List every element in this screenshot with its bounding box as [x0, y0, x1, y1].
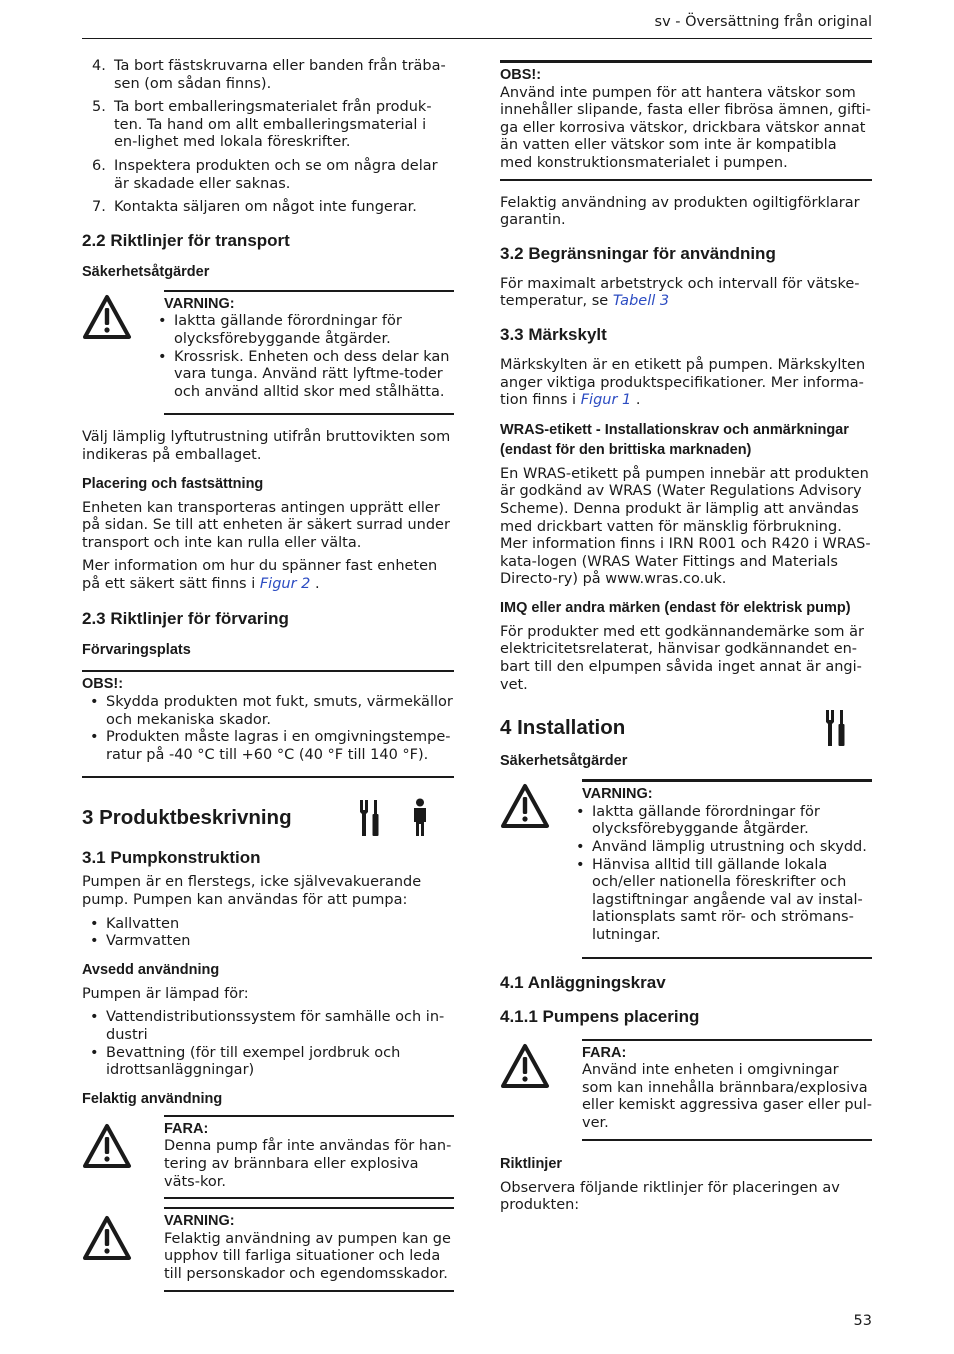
note-box — [82, 670, 454, 778]
section-3-heading — [82, 798, 454, 838]
warning-item: • Iakttа gällande förordningar för olycksförebyggande åtgärder. — [568, 804, 872, 839]
intended-use-subheading: Avsedd användning — [82, 961, 220, 978]
note-label: OBS!: — [82, 676, 124, 693]
note-text: Använd inte pumpen för att hantera vätskor som innehåller slipande, fasta eller fibrösa ämnen, gifti-ga eller korrosiva vätskor, drickbara vätskor annat än vatten eller vätskor som inte är kompatibla med konstruktionsmaterialet i pumpen. — [500, 84, 871, 171]
figure-2-link[interactable]: Figur 2 — [259, 575, 311, 592]
lift-paragraph: Välj lämplig lyftutrustning utifrån bruttovikten som indikeras på emballaget. — [82, 429, 451, 463]
wras-subheading: WRAS-etikett - Installationskrav och anmärkningar (endast för den brittiska marknaden) — [500, 421, 849, 458]
wras-paragraph: En WRAS-etikett på pumpen innebär att produkten är godkänd av WRAS (Water Regulations Advisory Scheme). Denna produkt är lämplig att användas med drickbart vatten för mänsklig förbrukning. Mer information finns i IRN R001 och R420 i WRAS-kata-logen (WRAS Water Fittings and Materials Directo-ry) på www.wras.co.uk. — [500, 465, 871, 588]
warning-item: • Iakttа gällande förordningar för olycksförebyggande åtgärder. — [150, 313, 454, 348]
imq-subheading: IMQ eller andra märken (endast för elektrisk pump) — [500, 599, 851, 616]
safety-subheading: Säkerhetsåtgärder — [500, 753, 628, 770]
danger-notice — [500, 1039, 872, 1141]
tools-icon — [358, 798, 382, 838]
section-3-1-title: 3.1 Pumpkonstruktion — [82, 848, 261, 868]
danger-label: FARA: — [582, 1044, 627, 1061]
danger-notice — [82, 1115, 454, 1199]
pump-liquid-item: • Varmvatten — [82, 933, 454, 951]
warning-triangle-icon — [82, 294, 132, 340]
note-item: • Skydda produkten mot fukt, smuts, värmekällor och mekaniska skador. — [82, 694, 454, 729]
warning-item: • Hänvisa alltid till gällande lokala och/eller nationella föreskrifter och lagstiftningar angående val av instal-lationsplats samt rör- och strömans-lutningar. — [568, 857, 872, 945]
imq-paragraph: För produkter med ett godkännandemärke som är elektricitetsrelaterat, hänvisar godkännandet en-bart till den elpumpen såvida inget annat är angi-vet. — [500, 623, 864, 693]
warning-notice — [500, 779, 872, 958]
warning-item: • Krossrisk. Enheten och dess delar kan vara tunga. Använd rätt lyftme-toder och använd alltid skor med stålhätta. — [150, 349, 454, 402]
left-column — [82, 58, 454, 1306]
warning-text: Felaktig användning av pumpen kan ge upphov till farliga situationer och leda till personskador och egendomsskador. — [164, 1230, 451, 1282]
intended-use-paragraph: Pumpen är lämpad för: — [82, 985, 249, 1002]
warning-triangle-icon — [500, 1043, 550, 1089]
warning-label: VARNING: — [582, 786, 653, 803]
danger-text: Denna pump får inte användas för han-tering av brännbara eller explosiva väts-kor. — [164, 1138, 452, 1190]
placement-subheading: Placering och fastsättning — [82, 475, 264, 492]
warning-triangle-icon — [82, 1215, 132, 1261]
warning-notice — [82, 1207, 454, 1291]
warning-item: • Använd lämplig utrustning och skydd. — [568, 839, 872, 857]
more-info-paragraph: Mer information om hur du spänner fast enheten på ett säkert sätt finns i Figur 2 . — [82, 558, 438, 592]
misuse-subheading: Felaktig användning — [82, 1090, 223, 1107]
warning-label: VARNING: — [164, 1213, 235, 1230]
nameplate-paragraph: Märkskylten är en etikett på pumpen. Märkskylten anger viktiga produktspecifikationer. Mer informa-tion finns i Figur 1 . — [500, 356, 866, 409]
section-2-3-title: 2.3 Riktlinjer för förvaring — [82, 609, 289, 629]
section-4-1-title: 4.1 Anläggningskrav — [500, 972, 666, 992]
intended-use-item: • Bevattning (för till exempel jordbruk och idrottsanläggningar) — [82, 1045, 454, 1080]
intended-use-item: • Vattendistributionssystem för samhälle och in-dustri — [82, 1009, 454, 1044]
page-number: 53 — [853, 1313, 872, 1329]
warning-notice — [82, 290, 454, 416]
step-item: 4. Ta bort fästskruvarna eller banden från träba-sen (om sådan finns). — [92, 58, 446, 92]
section-3-3-title: 3.3 Märkskylt — [500, 324, 607, 344]
warning-triangle-icon — [500, 783, 550, 829]
running-header: sv - Översättning från original — [654, 14, 872, 30]
safety-subheading: Säkerhetsåtgärder — [82, 263, 210, 280]
transport-paragraph: Enheten kan transporteras antingen upprätt eller på sidan. Se till att enheten är säkert surrad under transport och inte kan rulla eller välta. — [82, 499, 450, 551]
note-box — [500, 60, 872, 181]
danger-text: Använd inte enheten i omgivningar som kan innehålla brännbara/explosiva eller kemiskt aggressiva gaser eller pul-ver. — [582, 1062, 872, 1131]
section-4-title: 4 Installation — [500, 716, 626, 740]
warning-triangle-icon — [82, 1123, 132, 1169]
warning-label: VARNING: — [164, 295, 235, 312]
step-item: 6. Inspektera produkten och se om några delar är skadade eller saknas. — [92, 157, 438, 192]
tools-icon — [824, 708, 848, 748]
pump-liquid-item: • Kallvatten — [82, 916, 454, 934]
section-4-heading — [500, 708, 872, 748]
unpacking-steps — [82, 58, 454, 217]
section-3-title: 3 Produktbeskrivning — [82, 806, 292, 830]
section-3-2-title: 3.2 Begränsningar för användning — [500, 243, 776, 263]
header-rule — [82, 38, 872, 39]
section-2-2-title: 2.2 Riktlinjer för transport — [82, 230, 290, 250]
warranty-paragraph: Felaktig användning av produkten ogiltigförklarar garantin. — [500, 194, 860, 229]
note-label: OBS!: — [500, 67, 542, 83]
pump-paragraph: Pumpen är en flerstegs, icke självevakuerande pump. Pumpen kan användas för att pumpa: — [82, 874, 422, 909]
step-item: 7. Kontakta säljaren om något inte fungerar. — [92, 199, 417, 216]
danger-label: FARA: — [164, 1120, 209, 1137]
note-item: • Produkten måste lagras i en omgivningstempe-ratur på -40 °C till +60 °C (40 °F till 140 °F). — [82, 729, 454, 764]
storage-subheading: Förvaringsplats — [82, 642, 191, 659]
guidelines-paragraph: Observera följande riktlinjer för placeringen av produkten: — [500, 1179, 840, 1214]
person-icon — [410, 798, 430, 838]
guidelines-subheading: Riktlinjer — [500, 1155, 563, 1172]
step-item: 5. Ta bort emballeringsmaterialet från produk-ten. Ta hand om allt emballeringsmaterial i en-lighet med lokala föreskrifter. — [92, 99, 432, 151]
table-3-link[interactable]: Tabell 3 — [612, 293, 670, 310]
limits-paragraph: För maximalt arbetstryck och intervall för vätske-temperatur, se Tabell 3 — [500, 275, 860, 310]
section-4-1-1-title: 4.1.1 Pumpens placering — [500, 1006, 700, 1026]
figure-1-link[interactable]: Figur 1 — [580, 392, 632, 409]
right-column — [500, 60, 872, 1221]
